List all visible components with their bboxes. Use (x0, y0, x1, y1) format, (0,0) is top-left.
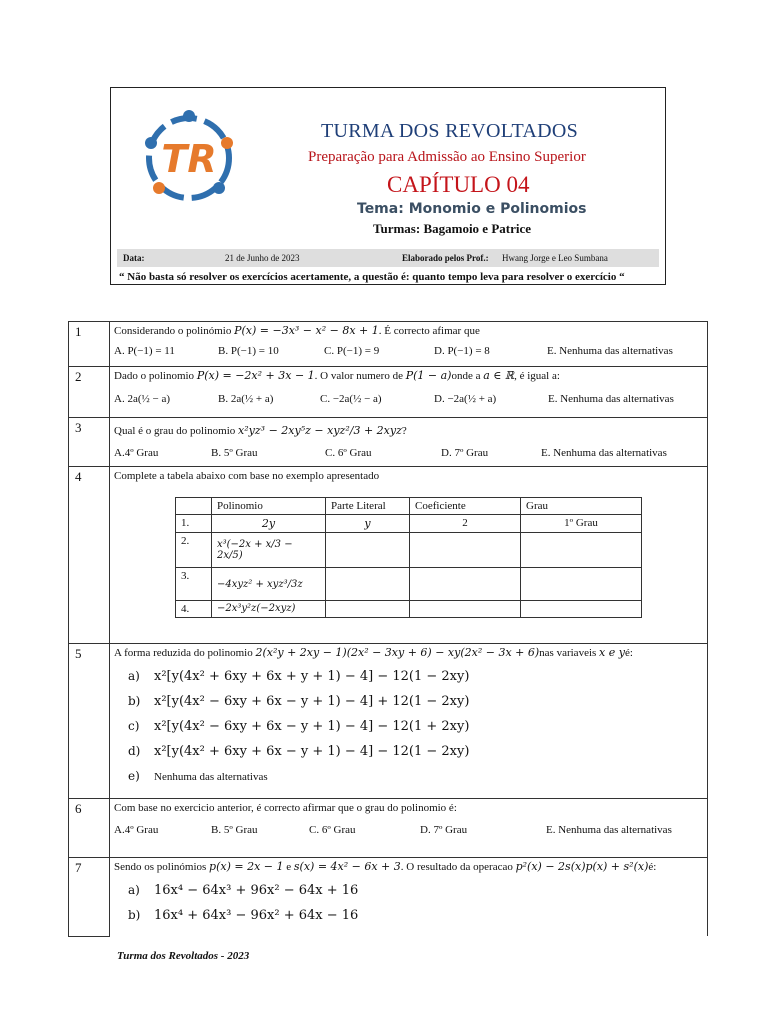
alternative-d: D. 7º Grau (441, 447, 489, 459)
svg-text:TR: TR (161, 137, 217, 181)
alternative-b: B. 5º Grau (211, 824, 258, 836)
alternative-a: A.4º Grau (114, 824, 159, 836)
alternative-d: D. −2a(½ + a) (434, 393, 497, 405)
motto-quote: “ Não basta só resolver os exercícios acertamente, a questão é: quanto tempo leva para resolver o exercício “ (119, 271, 625, 283)
alternative-a: A. P(−1) = 11 (114, 345, 175, 357)
alternative-a: A. 2a(½ − a) (114, 393, 170, 405)
complete-table (175, 497, 642, 618)
page-footer: Turma dos Revoltados - 2023 (117, 950, 250, 962)
blank-cell[interactable] (521, 568, 642, 601)
question-row: 7 Sendo os polinómios p(x) = 2x − 1 e s(x) = 4x² − 6x + 3. O resultado da operacao p²(x) − 2s(x)p(x) + s²(x)é: a) 16x⁴ − 64x³ + 96x² − 64x + 16 b) 16x⁴ + 64x³ − 96x² + 64x − 16 (69, 858, 708, 937)
question-number: 4 (69, 467, 110, 644)
option-e: e) Nenhuma das alternativas (128, 769, 268, 783)
blank-cell[interactable] (326, 601, 410, 618)
alternative-e: E. Nenhuma das alternativas (547, 345, 673, 357)
table-row: 4. −2x³y²z(−2xyz) (176, 601, 642, 618)
blank-cell[interactable] (410, 568, 521, 601)
question-number: 3 (69, 418, 110, 467)
question-row: 3 Qual é o grau do polinomio x²yz³ − 2xy⁵z − xyz²/3 + 2xyz? A.4º Grau B. 5º Grau C. 6º Grau D. 7º Grau E. Nenhuma das alternativas (69, 418, 708, 467)
header-box (110, 87, 666, 285)
alternative-e: E. Nenhuma das alternativas (541, 447, 667, 459)
alternative-e: E. Nenhuma das alternativas (546, 824, 672, 836)
alternative-b: B. 2a(½ + a) (218, 393, 274, 405)
alternative-c: C. −2a(½ − a) (320, 393, 382, 405)
info-strip (117, 249, 659, 267)
table-row: 3. −4xyz² + xyz³/3z (176, 568, 642, 601)
date-value: 21 de Junho de 2023 (225, 253, 300, 263)
alternative-b: B. 5º Grau (211, 447, 258, 459)
classes-title: Turmas: Bagamoio e Patrice (373, 221, 532, 236)
alternative-c: C. 6º Grau (325, 447, 372, 459)
alternative-b: B. P(−1) = 10 (218, 345, 279, 357)
option-b: b) x²[y(4x² − 6xy + 6x − y + 1) − 4] + 12(1 − 2xy) (128, 694, 470, 709)
option-a: a) 16x⁴ − 64x³ + 96x² − 64x + 16 (128, 883, 359, 898)
table-row: 1. 2y y 2 1º Grau (176, 515, 642, 533)
question-row: 5 A forma reduzida do polinomio 2(x²y + 2xy − 1)(2x² − 3xy + 6) − xy(2x² − 3x + 6)nas variaveis x e yé: a) x²[y(4x² + 6xy + 6x + y + 1) − 4] − 12(1 − 2xy) b) x²[y(4x² − 6xy + 6x − y + 1) − 4] + 12(1 − 2xy) c) x²[y(4x² − 6xy + 6x − y + 1) − 4] − 12(1 + 2xy) d) x²[y(4x² + 6xy + 6x − y + 1) − 4] − 12(1 − 2xy) e) Nenhuma das alternativas (69, 644, 708, 799)
prof-label: Elaborado pelos Prof.: (402, 253, 489, 263)
option-a: a) x²[y(4x² + 6xy + 6x + y + 1) − 4] − 12(1 − 2xy) (128, 669, 470, 684)
topic-title: Tema: Monomio e Polinomios (357, 201, 587, 217)
column-header: Polinomio (212, 498, 326, 515)
alternative-c: C. 6º Grau (309, 824, 356, 836)
blank-cell[interactable] (326, 568, 410, 601)
column-header: Coeficiente (410, 498, 521, 515)
chapter-title: CAPÍTULO 04 (387, 172, 530, 197)
blank-cell[interactable] (521, 601, 642, 618)
school-title: TURMA DOS REVOLTADOS (321, 120, 579, 142)
date-label: Data: (123, 253, 145, 263)
question-row: 4 Complete a tabela abaixo com base no exemplo apresentado Polinomio Parte Literal Coeficiente Grau 1. 2y y 2 1º Grau 2. x³(−2x + x/3 − 2x/5) 3. −4xyz² + xyz³/3z 4. −2x³y²z(−2xyz) (69, 467, 708, 644)
alternative-d: D. P(−1) = 8 (434, 345, 490, 357)
table-row: 2. x³(−2x + x/3 − 2x/5) (176, 533, 642, 568)
option-b: b) 16x⁴ + 64x³ − 96x² + 64x − 16 (128, 908, 359, 923)
question-row: 6 Com base no exercicio anterior, é correcto afirmar que o grau do polinomio é: A.4º Grau B. 5º Grau C. 6º Grau D. 7º Grau E. Nenhuma das alternativas (69, 799, 708, 858)
question-number: 6 (69, 799, 110, 858)
option-c: c) x²[y(4x² − 6xy + 6x − y + 1) − 4] − 12(1 + 2xy) (128, 719, 470, 734)
tr-logo-icon (129, 108, 249, 208)
column-header: Grau (521, 498, 642, 515)
blank-cell[interactable] (410, 533, 521, 568)
math-expression: P(x) = −3x³ − x² − 8x + 1 (234, 324, 379, 337)
question-number: 1 (69, 322, 110, 367)
school-subtitle: Preparação para Admissão ao Ensino Superior (308, 149, 586, 165)
alternative-a: A.4º Grau (114, 447, 159, 459)
alternative-e: E. Nenhuma das alternativas (548, 393, 674, 405)
column-header: Parte Literal (326, 498, 410, 515)
alternative-d: D. 7º Grau (420, 824, 468, 836)
option-d: d) x²[y(4x² + 6xy + 6x − y + 1) − 4] − 12(1 − 2xy) (128, 744, 470, 759)
blank-cell[interactable] (326, 533, 410, 568)
alternative-c: C. P(−1) = 9 (324, 345, 380, 357)
question-number: 2 (69, 367, 110, 418)
question-row: 2 Dado o polinomio P(x) = −2x² + 3x − 1. O valor numero de P(1 − a)onde a a ∈ ℝ, é igual a: A. 2a(½ − a) B. 2a(½ + a) C. −2a(½ − a) D. −2a(½ + a) E. Nenhuma das alternativas (69, 367, 708, 418)
question-number: 7 (69, 858, 110, 937)
blank-cell[interactable] (521, 533, 642, 568)
blank-cell[interactable] (410, 601, 521, 618)
prof-value: Hwang Jorge e Leo Sumbana (502, 253, 608, 263)
question-number: 5 (69, 644, 110, 799)
question-row: 1 Considerando o polinómio P(x) = −3x³ − x² − 8x + 1. É correcto afimar que A. P(−1) = 11 B. P(−1) = 10 C. P(−1) = 9 D. P(−1) = 8 E. Nenhuma das alternativas (69, 322, 708, 367)
questions-table (68, 321, 708, 937)
